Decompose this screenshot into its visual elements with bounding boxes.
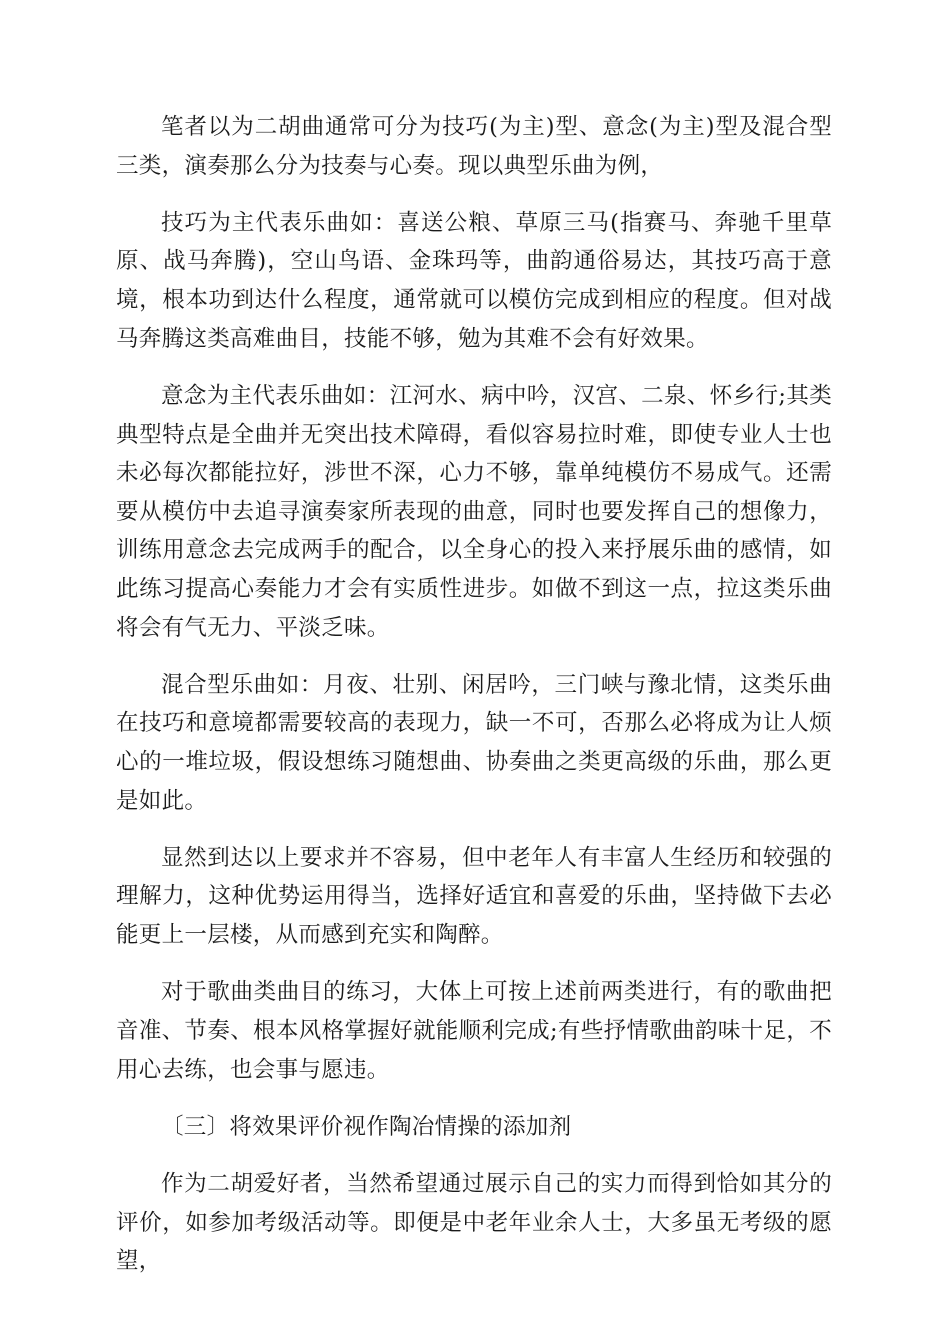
paragraph-technique-type: 技巧为主代表乐曲如：喜送公粮、草原三马(指赛马、奔驰千里草原、战马奔腾)，空山鸟语、金珠玛等，曲韵通俗易达，其技巧高于意境，根本功到达什么程度，通常就可以模仿完成到相应的程度。但对战马奔腾这类高难曲目，技能不够，勉为其难不会有好效果。	[116, 209, 832, 352]
section-heading: 〔三〕将效果评价视作陶冶情操的添加剂	[161, 1113, 572, 1140]
document-body	[116, 108, 832, 1300]
paragraph-mixed-type: 混合型乐曲如：月夜、壮别、闲居吟，三门峡与豫北情，这类乐曲在技巧和意境都需要较高的表现力，缺一不可，否那么必将成为让人烦心的一堆垃圾，假设想练习随想曲、协奏曲之类更高级的乐曲，那么更是如此。	[116, 671, 832, 814]
paragraph-song-practice: 对于歌曲类曲目的练习，大体上可按上述前两类进行，有的歌曲把音准、节奏、根本风格掌握好就能顺利完成;有些抒情歌曲韵味十足，不用心去练，也会事与愿违。	[116, 979, 832, 1083]
paragraph-classification: 笔者以为二胡曲通常可分为技巧(为主)型、意念(为主)型及混合型三类，演奏那么分为技奏与心奏。现以典型乐曲为例，	[116, 114, 832, 179]
paragraph-intention-type: 意念为主代表乐曲如：江河水、病中吟，汉宫、二泉、怀乡行;其类典型特点是全曲并无突出技术障碍，看似容易拉时难，即使专业人士也未必每次都能拉好，涉世不深，心力不够，靠单纯模仿不易成气。还需要从模仿中去追寻演奏家所表现的曲意，同时也要发挥自己的想像力，训练用意念去完成两手的配合，以全身心的投入来抒展乐曲的感情，如此练习提高心奏能力才会有实质性进步。如做不到这一点，拉这类乐曲将会有气无力、平淡乏味。	[116, 382, 832, 641]
paragraph-evaluation: 作为二胡爱好者，当然希望通过展示自己的实力而得到恰如其分的评价，如参加考级活动等。即便是中老年业余人士，大多虽无考级的愿望，	[116, 1171, 832, 1275]
paragraph-elderly-advantage: 显然到达以上要求并不容易，但中老年人有丰富人生经历和较强的理解力，这种优势运用得当，选择好适宜和喜爱的乐曲，坚持做下去必能更上一层楼，从而感到充实和陶醉。	[116, 844, 832, 949]
